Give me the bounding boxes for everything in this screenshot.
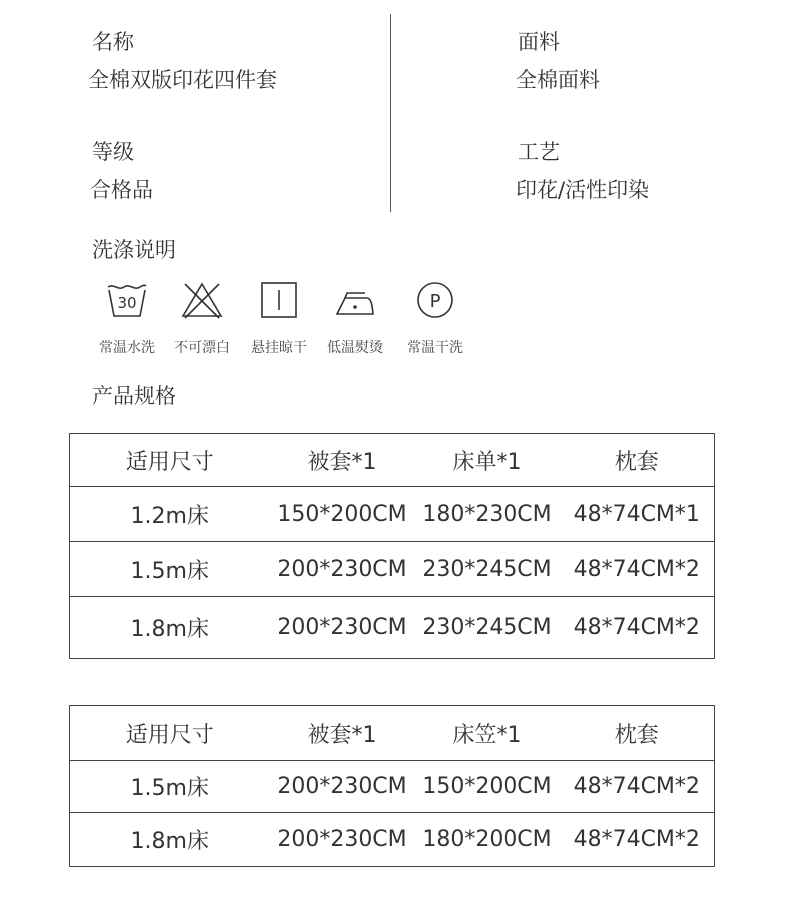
pillowcase-cell: 48*74CM*2	[560, 542, 715, 597]
header-cell: 适用尺寸	[70, 434, 270, 487]
care-label-wash: 常温水洗	[99, 340, 155, 356]
care-label-hang-dry: 悬挂晾干	[251, 340, 307, 356]
header-cell: 床单*1	[415, 434, 560, 487]
craft-label: 工艺	[518, 140, 560, 164]
size-cell: 1.2m床	[70, 487, 270, 542]
fabric-value: 全棉面料	[516, 68, 600, 92]
duvet-cell: 200*230CM	[270, 542, 415, 597]
pillowcase-cell: 48*74CM*2	[573, 615, 700, 640]
duvet-cell: 150*200CM	[270, 487, 415, 542]
header-cell: 床笠*1	[415, 706, 560, 761]
duvet-cell: 200*230CM	[277, 615, 407, 640]
size-cell: 1.5m床	[70, 542, 270, 597]
size-cell: 1.8m床	[130, 829, 209, 854]
spec-title: 产品规格	[92, 384, 176, 408]
pillowcase-cell: 48*74CM*2	[573, 827, 700, 852]
spec-table-fitted	[69, 705, 715, 867]
table-row	[70, 542, 715, 597]
size-cell: 1.8m床	[130, 617, 209, 642]
dry-clean-p-icon	[413, 280, 457, 320]
table-header-row	[70, 706, 715, 761]
header-cell: 枕套	[560, 706, 715, 761]
wash-temp-text: 30	[117, 294, 137, 312]
header-cell: 被套*1	[270, 706, 415, 761]
hang-dry-icon	[257, 280, 301, 320]
sheet-cell: 230*245CM	[422, 615, 552, 640]
spec-table-sheet	[69, 433, 715, 659]
no-bleach-icon	[180, 280, 224, 320]
size-cell: 1.5m床	[70, 761, 270, 813]
name-value: 全棉双版印花四件套	[88, 68, 277, 92]
grade-label: 等级	[92, 140, 134, 164]
sheet-cell: 230*245CM	[415, 542, 560, 597]
care-title: 洗涤说明	[92, 238, 176, 262]
pillowcase-cell: 48*74CM*2	[560, 761, 715, 813]
header-cell: 被套*1	[270, 434, 415, 487]
table-row	[70, 761, 715, 813]
care-item-low-iron	[310, 280, 400, 356]
dry-clean-letter: P	[429, 291, 441, 312]
fabric-label: 面料	[518, 30, 560, 54]
care-label-low-iron: 低温熨烫	[327, 340, 383, 356]
fitted-sheet-cell: 150*200CM	[415, 761, 560, 813]
sheet-cell: 180*230CM	[415, 487, 560, 542]
info-divider	[390, 14, 391, 212]
care-label-dry-clean: 常温干洗	[407, 340, 463, 356]
care-label-no-bleach: 不可漂白	[174, 340, 230, 356]
duvet-cell: 200*230CM	[270, 761, 415, 813]
table-header-row	[70, 434, 715, 487]
craft-value: 印花/活性印染	[516, 178, 650, 202]
header-cell: 枕套	[560, 434, 715, 487]
low-iron-icon	[333, 280, 377, 320]
table-row	[70, 597, 715, 659]
wash-30-icon	[105, 280, 149, 320]
header-cell: 适用尺寸	[70, 706, 270, 761]
duvet-cell: 200*230CM	[277, 827, 407, 852]
table-row	[70, 487, 715, 542]
name-label: 名称	[92, 30, 134, 54]
pillowcase-cell: 48*74CM*1	[560, 487, 715, 542]
care-item-dry-clean	[390, 280, 480, 356]
fitted-sheet-cell: 180*200CM	[422, 827, 552, 852]
grade-value: 合格品	[90, 178, 153, 202]
table-row	[70, 813, 715, 867]
